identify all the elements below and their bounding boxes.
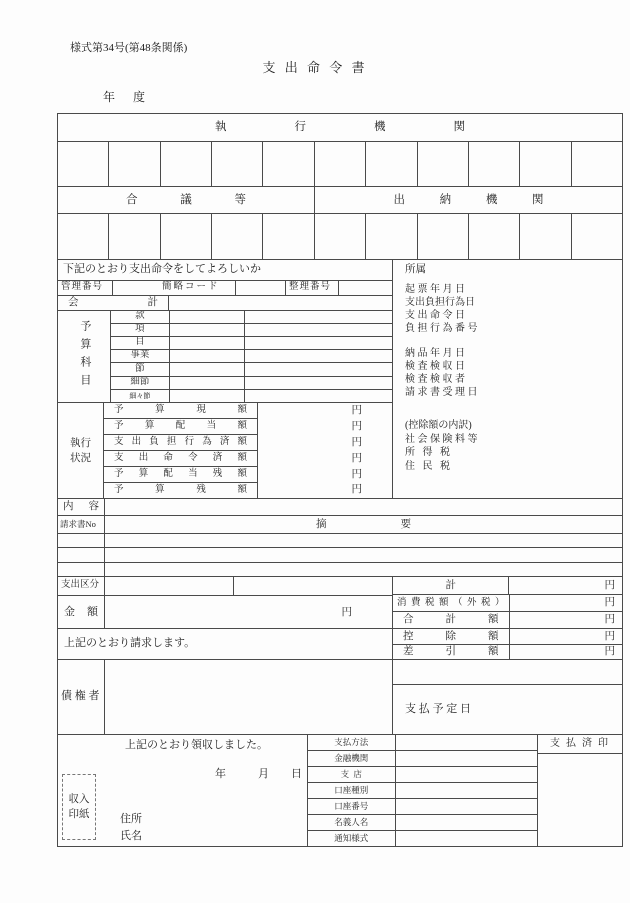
bank-row-label: 金融機関 — [334, 753, 369, 764]
expense-category-row — [58, 577, 392, 595]
budget-code-cell[interactable] — [169, 377, 244, 389]
execution-amount-cell[interactable] — [258, 419, 392, 435]
yen-unit: 円 — [351, 437, 362, 448]
budget-left-pane — [58, 260, 392, 498]
budget-row — [111, 376, 392, 389]
yen-unit: 円 — [604, 579, 615, 591]
council-treasury-header-row — [58, 186, 622, 213]
receipt-date-year: 年 — [215, 768, 226, 780]
execution-row-label: 予算配当残額 — [104, 466, 257, 482]
management-no-value[interactable] — [112, 281, 158, 295]
budget-name-cell[interactable] — [244, 350, 392, 362]
execution-amount-cell[interactable] — [258, 466, 392, 482]
invoice-no-cell[interactable] — [58, 534, 104, 548]
management-number-row — [58, 280, 392, 295]
budget-row — [111, 389, 392, 402]
execution-row-label: 予算残額 — [104, 482, 257, 498]
bank-row — [308, 735, 537, 750]
bank-row — [308, 766, 537, 782]
deduction-line: 所 得 税 — [405, 447, 450, 459]
totals-value[interactable] — [509, 629, 622, 644]
bank-row — [308, 830, 537, 846]
summary-cell[interactable] — [104, 548, 622, 562]
budget-rows-block — [58, 310, 392, 402]
totals-label: 計 — [445, 580, 456, 591]
bank-row-label: 口座種別 — [334, 785, 369, 796]
bank-row-value[interactable] — [395, 751, 537, 766]
yen-unit: 円 — [604, 597, 615, 609]
bank-row-label: 通知様式 — [334, 833, 369, 844]
management-no-label: 管理番号 — [61, 281, 104, 292]
totals-row — [393, 611, 622, 628]
execution-amount-cell[interactable] — [258, 450, 392, 466]
deduction-line: 社 会 保 険 料 等 — [405, 433, 478, 445]
executive-organ-seal-row — [58, 141, 622, 186]
budget-row — [111, 349, 392, 362]
bank-row-label: 名義人名 — [334, 817, 369, 828]
form-number: 様式第34号(第48条関係) — [70, 42, 188, 54]
seal-cell[interactable] — [571, 214, 622, 259]
execution-row-label: 予算配当額 — [104, 418, 257, 434]
council-treasury-seal-row — [58, 213, 622, 259]
totals-row — [393, 577, 622, 594]
totals-value[interactable] — [509, 595, 623, 611]
seal-cell[interactable] — [365, 142, 416, 186]
summary-row — [58, 533, 622, 548]
bank-row-value[interactable] — [395, 783, 537, 798]
short-code-label: 簡略コード — [162, 281, 220, 292]
seal-cell[interactable] — [58, 142, 108, 186]
bank-row-value[interactable] — [395, 799, 537, 814]
amount-label: 金額 — [64, 605, 98, 618]
seal-cell[interactable] — [417, 214, 468, 259]
bank-row-value[interactable] — [395, 767, 537, 782]
payment-due-upper-cell[interactable] — [393, 660, 622, 685]
seal-cell[interactable] — [160, 142, 211, 186]
yen-unit: 円 — [604, 614, 615, 626]
seal-cell[interactable] — [468, 142, 519, 186]
seal-cell[interactable] — [211, 142, 262, 186]
revenue-stamp-label: 収入印紙 — [68, 794, 90, 820]
summary-section — [58, 498, 622, 576]
budget-code-cell[interactable] — [169, 337, 244, 349]
seal-cell[interactable] — [519, 142, 570, 186]
bank-row-label: 支払方法 — [334, 737, 369, 748]
execution-row-label: 支出命令済額 — [104, 450, 257, 466]
budget-name-cell[interactable] — [244, 337, 392, 349]
bank-row — [308, 782, 537, 798]
budget-row-label: 目 — [135, 337, 145, 348]
totals-row — [393, 644, 622, 659]
execution-amount-cell[interactable] — [258, 482, 392, 498]
execution-title: 執行状況 — [70, 437, 91, 464]
short-code-value[interactable] — [235, 281, 285, 295]
receipt-date-day: 日 — [291, 768, 302, 780]
seal-cell[interactable] — [468, 214, 519, 259]
yen-unit: 円 — [604, 646, 615, 658]
yen-unit: 円 — [351, 484, 362, 496]
invoice-no-cell[interactable] — [58, 548, 104, 562]
budget-row-label: 細々節 — [129, 391, 151, 400]
revenue-stamp-box — [62, 774, 96, 840]
bank-row — [308, 750, 537, 766]
budget-section — [58, 259, 622, 498]
expense-category-label: 支出区分 — [61, 579, 100, 590]
invoice-no-cell[interactable] — [58, 563, 104, 576]
amount-row — [58, 595, 392, 629]
summary-row — [58, 562, 622, 576]
page-title: 支 出 命 令 書 — [262, 60, 368, 75]
deduction-line: (控除額の内訳) — [405, 420, 472, 432]
treasury-organ-header: 出納機関 — [393, 194, 544, 206]
form-table — [57, 113, 623, 847]
seal-cell[interactable] — [262, 214, 313, 259]
budget-code-cell[interactable] — [169, 363, 244, 375]
budget-code-cell[interactable] — [169, 324, 244, 336]
execution-amount-cell[interactable] — [258, 435, 392, 451]
seal-cell[interactable] — [211, 214, 262, 259]
budget-row — [111, 336, 392, 349]
budget-row — [111, 311, 392, 323]
fiscal-year-label: 年 度 — [103, 90, 150, 104]
account-value[interactable] — [168, 296, 392, 310]
affiliation-label: 所属 — [405, 264, 426, 275]
totals-row — [393, 628, 622, 644]
yen-unit: 円 — [351, 468, 362, 480]
executive-organ-section — [58, 114, 622, 259]
inspection-line: 請 求 書 受 理 日 — [405, 387, 478, 399]
inspection-line: 検 査 検 収 日 — [405, 361, 465, 373]
date-line: 支出負担行為日 — [405, 297, 475, 309]
seal-cell[interactable] — [519, 214, 570, 259]
budget-row-label: 節 — [135, 363, 145, 374]
summary-cell[interactable] — [104, 563, 622, 576]
seal-cell[interactable] — [365, 214, 416, 259]
budget-name-cell[interactable] — [244, 324, 392, 336]
summary-header-row — [58, 515, 622, 533]
totals-label: 差引額 — [403, 646, 499, 657]
inspection-line: 検 査 検 収 者 — [405, 374, 465, 386]
name-label: 氏名 — [120, 830, 142, 842]
seal-cell[interactable] — [160, 214, 211, 259]
council-header: 合議等 — [126, 194, 246, 206]
receipt-area — [58, 735, 307, 846]
executive-organ-header: 執行機関 — [215, 121, 465, 133]
totals-value[interactable] — [509, 645, 622, 659]
creditor-value[interactable] — [104, 660, 392, 734]
expense-category-cell[interactable] — [104, 577, 233, 595]
paid-seal-label: 支払済印 — [538, 735, 622, 754]
budget-name-cell[interactable] — [244, 311, 392, 323]
paid-seal-block — [537, 735, 622, 846]
date-line: 起 票 年 月 日 — [405, 284, 465, 296]
seal-cell[interactable] — [314, 142, 365, 186]
totals-label: 合計額 — [403, 614, 499, 625]
summary-cell[interactable] — [104, 534, 622, 548]
seal-cell[interactable] — [108, 142, 159, 186]
receipt-section — [58, 734, 622, 846]
budget-code-cell[interactable] — [169, 311, 244, 323]
budget-row — [111, 323, 392, 336]
deduction-line: 住 民 税 — [405, 460, 450, 472]
budget-row-label: 事業 — [130, 350, 150, 361]
invoice-no-label: 請求書No — [60, 518, 96, 529]
creditor-label: 債 権 者 — [61, 690, 100, 703]
paid-seal-cell[interactable] — [538, 754, 622, 846]
bank-row-label: 口座番号 — [334, 801, 369, 812]
expense-category-cell[interactable] — [233, 577, 392, 595]
budget-name-cell[interactable] — [244, 377, 392, 389]
bank-row-value[interactable] — [395, 815, 537, 830]
totals-value[interactable] — [508, 577, 622, 594]
seal-cell[interactable] — [571, 142, 622, 186]
bank-row — [308, 814, 537, 830]
amount-section — [58, 576, 622, 659]
budget-code-cell[interactable] — [169, 350, 244, 362]
yen-unit: 円 — [351, 405, 362, 417]
execution-row-label: 支出負担行為済額 — [104, 434, 257, 450]
executive-organ-header-row — [58, 114, 622, 141]
summary-row — [58, 547, 622, 562]
seal-cell[interactable] — [262, 142, 313, 186]
date-line: 支 出 命 令 日 — [405, 310, 465, 322]
approval-question: 下記のとおり支出命令をしてよろしいか — [63, 263, 261, 276]
bank-row — [308, 798, 537, 814]
bank-info-block — [307, 735, 537, 846]
creditor-section — [58, 659, 622, 734]
yen-unit: 円 — [604, 630, 615, 642]
seal-cell[interactable] — [417, 142, 468, 186]
budget-row-label: 項 — [135, 324, 145, 335]
date-line: 負 担 行 為 番 号 — [405, 323, 478, 335]
affiliation-pane — [392, 260, 622, 498]
payment-due-label: 支 払 予 定 日 — [405, 702, 471, 715]
budget-name-cell[interactable] — [244, 390, 392, 402]
receipt-date-month: 月 — [258, 768, 269, 780]
budget-row-label: 細節 — [130, 376, 150, 387]
account-label: 会計 — [68, 296, 158, 308]
execution-row-label: 予算現額 — [114, 405, 247, 415]
reference-no-value[interactable] — [338, 281, 392, 295]
yen-unit: 円 — [341, 606, 352, 618]
totals-value[interactable] — [509, 612, 622, 628]
content-value[interactable] — [104, 499, 622, 515]
totals-label: 消費税額（外税） — [397, 598, 505, 608]
claim-statement: 上記のとおり請求します。 — [58, 628, 392, 659]
execution-status-block — [58, 402, 392, 498]
execution-amount-cell[interactable] — [258, 403, 392, 419]
receipt-statement: 上記のとおり領収しました。 — [125, 739, 268, 751]
bank-row-value[interactable] — [395, 735, 537, 750]
budget-row — [111, 362, 392, 375]
reference-no-label: 整理番号 — [285, 281, 338, 295]
totals-row — [393, 594, 622, 611]
budget-name-cell[interactable] — [244, 363, 392, 375]
amount-value[interactable] — [104, 596, 392, 629]
yen-unit: 円 — [351, 452, 362, 464]
inspection-line: 納 品 年 月 日 — [405, 348, 465, 360]
budget-code-cell[interactable] — [169, 390, 244, 402]
content-label: 内容 — [63, 501, 99, 512]
address-label: 住所 — [120, 813, 142, 825]
seal-cell[interactable] — [314, 214, 365, 259]
bank-row-value[interactable] — [395, 831, 537, 846]
bank-row-label: 支 店 — [340, 769, 362, 780]
account-row — [58, 295, 392, 310]
content-row — [58, 499, 622, 515]
seal-cell[interactable] — [108, 214, 159, 259]
totals-label: 控除額 — [403, 631, 499, 642]
budget-title: 予算科目 — [78, 320, 91, 393]
yen-unit: 円 — [351, 421, 362, 433]
summary-header: 摘要 — [316, 518, 411, 530]
budget-row-label: 款 — [135, 310, 145, 321]
seal-cell[interactable] — [58, 214, 108, 259]
